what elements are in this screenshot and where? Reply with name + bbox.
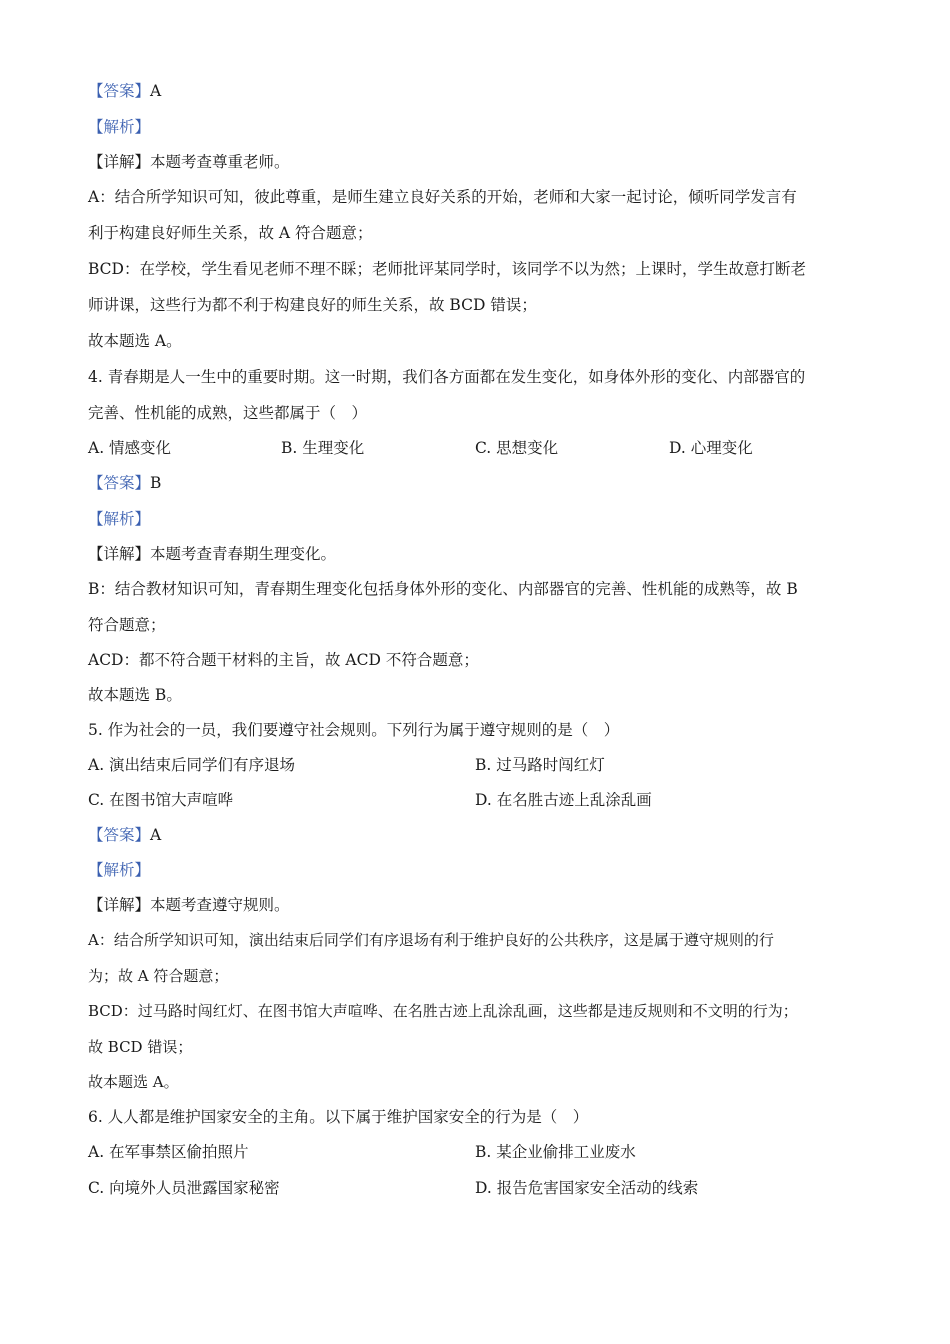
q5-conclusion: 故本题选 A。 xyxy=(88,1073,179,1091)
q4-conclusion: 故本题选 B。 xyxy=(88,686,182,704)
q3-detail-line xyxy=(88,151,290,173)
q4-analysis-tag: 【解析】 xyxy=(88,510,151,528)
q3-conclusion: 故本题选 A。 xyxy=(88,332,182,350)
q3-explain-3: BCD：在学校，学生看见老师不理不睬；老师批评某同学时，该同学不以为然；上课时，学生故意打断老 xyxy=(88,260,806,278)
q5-option-c: C. 在图书馆大声喧哗 xyxy=(88,791,234,809)
q3-answer-line xyxy=(88,80,161,102)
q4-answer: B xyxy=(150,474,162,492)
q6-stem: 6. 人人都是维护国家安全的主角。以下属于维护国家安全的行为是（ ） xyxy=(88,1108,589,1126)
q4-detail: 本题考查青春期生理变化。 xyxy=(150,545,337,563)
q6-option-b: B. 某企业偷排工业废水 xyxy=(475,1143,636,1161)
q3-explain-1: A：结合所学知识可知，彼此尊重，是师生建立良好关系的开始，老师和大家一起讨论，倾听同学发言有 xyxy=(88,188,797,206)
q4-explain-1: B：结合教材知识可知，青春期生理变化包括身体外形的变化、内部器官的完善、性机能的成熟等，故 B xyxy=(88,580,798,598)
q5-option-b: B. 过马路时闯红灯 xyxy=(475,756,605,774)
q4-option-b: B. 生理变化 xyxy=(281,439,365,457)
q3-answer: A xyxy=(150,82,162,100)
q5-explain-3: BCD：过马路时闯红灯、在图书馆大声喧哗、在名胜古迹上乱涂乱画，这些都是违反规则和不文明的行为； xyxy=(88,1002,798,1020)
q4-detail-line xyxy=(88,543,336,565)
q5-option-a: A. 演出结束后同学们有序退场 xyxy=(88,756,296,774)
answer-tag: 【答案】 xyxy=(88,474,151,492)
detail-tag: 【详解】 xyxy=(88,896,151,914)
answer-tag: 【答案】 xyxy=(88,82,151,100)
q5-explain-4: 故 BCD 错误； xyxy=(88,1038,193,1056)
q3-explain-4: 师讲课，这些行为都不利于构建良好的师生关系，故 BCD 错误； xyxy=(88,296,537,314)
detail-tag: 【详解】 xyxy=(88,153,151,171)
q4-stem-1: 4. 青春期是人一生中的重要时期。这一时期，我们各方面都在发生变化，如身体外形的变化、内部器官的 xyxy=(88,368,806,386)
q5-explain-2: 为；故 A 符合题意； xyxy=(88,967,229,985)
q5-answer-line xyxy=(88,824,161,846)
q3-explain-2: 利于构建良好师生关系，故 A 符合题意； xyxy=(88,224,373,242)
q5-explain-1: A：结合所学知识可知，演出结束后同学们有序退场有利于维护良好的公共秩序，这是属于遵守规则的行 xyxy=(88,931,774,949)
q5-analysis-tag: 【解析】 xyxy=(88,861,151,879)
q6-option-d: D. 报告危害国家安全活动的线索 xyxy=(475,1179,699,1197)
q4-answer-line xyxy=(88,472,161,494)
q4-option-a: A. 情感变化 xyxy=(88,439,172,457)
q3-analysis-tag: 【解析】 xyxy=(88,118,151,136)
q5-stem: 5. 作为社会的一员，我们要遵守社会规则。下列行为属于遵守规则的是（ ） xyxy=(88,721,620,739)
q4-explain-2: 符合题意； xyxy=(88,616,166,634)
q5-answer: A xyxy=(150,826,162,844)
q5-detail-line xyxy=(88,894,290,916)
answer-tag: 【答案】 xyxy=(88,826,151,844)
q3-detail: 本题考查尊重老师。 xyxy=(150,153,290,171)
q5-option-d: D. 在名胜古迹上乱涂乱画 xyxy=(475,791,652,809)
q4-stem-2: 完善、性机能的成熟，这些都属于（ ） xyxy=(88,404,368,422)
q4-option-c: C. 思想变化 xyxy=(475,439,559,457)
q5-detail: 本题考查遵守规则。 xyxy=(150,896,290,914)
q4-explain-3: ACD：都不符合题干材料的主旨，故 ACD 不符合题意； xyxy=(88,651,479,669)
detail-tag: 【详解】 xyxy=(88,545,151,563)
q4-option-d: D. 心理变化 xyxy=(669,439,753,457)
q6-option-a: A. 在军事禁区偷拍照片 xyxy=(88,1143,249,1161)
q6-option-c: C. 向境外人员泄露国家秘密 xyxy=(88,1179,280,1197)
